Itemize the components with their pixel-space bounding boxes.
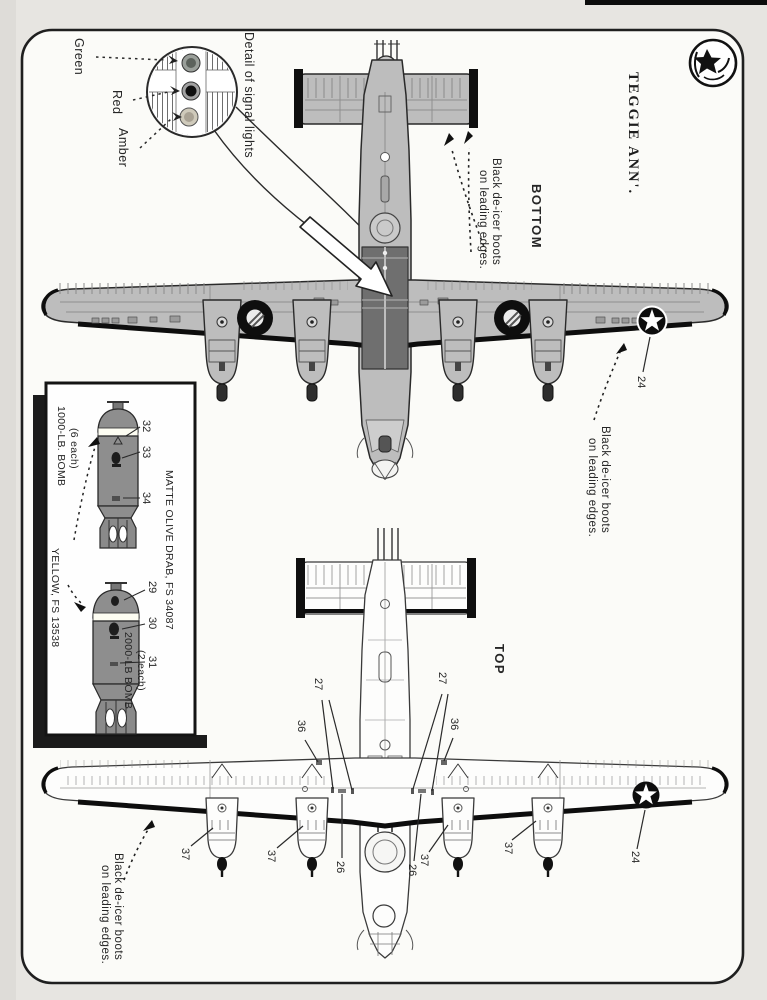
deicer-note-2-line1: Black de-icer boots — [599, 426, 611, 534]
bomb1-name: 1000-LB. BOMB — [55, 406, 67, 487]
deicer-note-2-line2: on leading edges. — [586, 438, 598, 538]
bomb1-qty: (6 each) — [68, 428, 80, 469]
manufacturer-star-logo-icon — [690, 40, 736, 86]
top-view-label: TOP — [492, 644, 507, 675]
deicer-boot-tail-left — [294, 69, 303, 128]
deicer-note-1-line1: Black de-icer boots — [490, 158, 502, 266]
yellow-note: YELLOW, FS 13538 — [49, 548, 61, 648]
callout-26-left: 26 — [334, 861, 346, 874]
bomb2-name: 2000-LB BOMB — [122, 632, 134, 710]
callout-37-left-outer: 37 — [179, 848, 191, 861]
signal-light-red — [182, 82, 200, 100]
signal-light-green — [182, 54, 200, 72]
star-insignia-bottom — [637, 306, 668, 337]
callout-34: 34 — [140, 492, 152, 505]
aircraft-name-marking: TEGGIE ANN'. — [625, 72, 641, 196]
deicer-note-1-line2: on leading edges. — [477, 170, 489, 270]
top-turret — [365, 832, 405, 872]
deicer-note-3-line2: on leading edges. — [99, 865, 111, 965]
callout-26-right: 26 — [406, 864, 418, 877]
deicer-boot-tail-right — [469, 69, 478, 128]
callout-29: 29 — [146, 581, 158, 594]
red-label: Red — [110, 90, 124, 115]
callout-33: 33 — [140, 446, 152, 459]
bottom-view-label: BOTTOM — [529, 184, 544, 250]
bomb2-nose-band — [93, 613, 139, 621]
amber-label: Amber — [116, 128, 130, 168]
star-insignia-top — [633, 782, 660, 809]
callout-36-left: 36 — [295, 720, 307, 733]
deicer-note-3-line1: Black de-icer boots — [112, 853, 124, 961]
signal-detail-caption: Detail of signal lights — [242, 32, 256, 159]
callout-36-right: 36 — [448, 718, 460, 731]
scan-artifact-strip — [585, 0, 767, 5]
callout-27-right: 27 — [436, 672, 448, 685]
bomb-1000lb — [98, 402, 140, 548]
scan-left-margin — [0, 0, 16, 1000]
callout-30: 30 — [146, 617, 158, 630]
paint-note: MATTE OLIVE DRAB, FS 34087 — [163, 470, 175, 630]
callout-37-right-outer: 37 — [502, 842, 514, 855]
green-label: Green — [72, 38, 86, 76]
callout-37-left-inner: 37 — [265, 850, 277, 863]
callout-24-top: 24 — [629, 851, 641, 864]
signal-light-amber — [180, 108, 198, 126]
callout-32: 32 — [140, 420, 152, 433]
bomb2-qty: (2 each) — [135, 650, 147, 691]
callout-24-bottom: 24 — [635, 376, 647, 389]
callout-31: 31 — [146, 656, 158, 669]
callout-37-right-inner: 37 — [418, 854, 430, 867]
callout-27-left: 27 — [312, 678, 324, 691]
